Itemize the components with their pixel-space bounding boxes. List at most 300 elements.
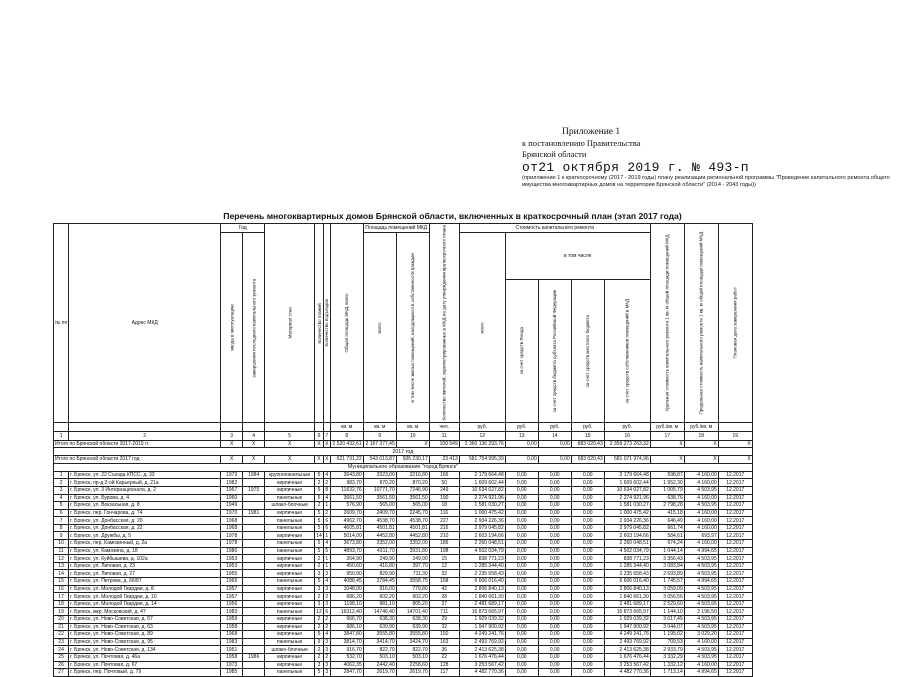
table-cell: 12.2017 [718,479,752,487]
table-cell: 2 235 658,43 [459,570,505,578]
table-cell [243,494,265,502]
total-cell: 581 071 974,96 [604,456,650,464]
table-cell: 2 [315,616,324,624]
table-cell: 0,00 [571,509,604,517]
table-cell: 2 [315,646,324,654]
total-cell: 23 413 [429,456,459,464]
table-cell: 584,61 [650,532,684,540]
table-cell: 0,00 [505,646,538,654]
table-cell: 1 676 476,44 [459,653,505,661]
table-cell: 9 [54,532,69,540]
table-cell: 1 144,10 [650,608,684,616]
table-cell: 42 [429,585,459,593]
table-cell [243,669,265,677]
table-cell: 12.2017 [718,524,752,532]
table-cell: 397,70 [396,562,429,570]
table-cell: г. Брянск, ул. Почтовая, д. 46а [69,653,221,661]
table-cell: 3561,50 [363,494,396,502]
table-cell: 2 [323,616,330,624]
table-cell: 916,00 [363,585,396,593]
table-cell: 1949 [221,502,243,510]
table-cell: 674,24 [650,540,684,548]
unit-cell: руб. [571,422,604,431]
table-cell: панельные [265,540,315,548]
table-row [54,578,753,586]
table-cell: 12.2017 [718,669,752,677]
table-row [54,532,753,540]
col-wall: Материал стен [265,224,315,423]
table-cell: 4 249 241,76 [459,631,505,639]
table-cell: 0,00 [505,532,538,540]
table-cell: 2 [323,653,330,661]
column-number: 5 [265,431,315,440]
table-cell: 1973 [221,661,243,669]
table-cell: кирпичные [265,570,315,578]
unit-cell: кв. м [363,422,396,431]
table-cell: 0,00 [538,585,571,593]
table-cell: 12.2017 [718,540,752,548]
table-cell: 2 933,79 [650,646,684,654]
table-cell: 1984 [243,471,265,479]
table-row [54,509,753,517]
total-cell: X [684,456,718,464]
table-cell [243,608,265,616]
table-cell [243,502,265,510]
table-cell: 416,80 [363,562,396,570]
table-cell: 2 235 658,43 [604,570,650,578]
table-cell: 1982 [221,479,243,487]
table-cell: 12.2017 [718,517,752,525]
table-cell: 12.2017 [718,471,752,479]
table-cell: 5 [315,494,324,502]
table-row [54,585,753,593]
table-cell: 11 [54,547,69,555]
table-cell: 0,00 [571,547,604,555]
table-cell: 822,70 [396,646,429,654]
table-cell: 5 [315,471,324,479]
table-cell: 3 056,56 [650,593,684,601]
table-cell: 12 [54,555,69,563]
table-row [54,631,753,639]
table-cell: 0,00 [505,494,538,502]
table-cell: 216 [429,524,459,532]
table-cell: 0,00 [505,593,538,601]
table-cell: 166 [429,471,459,479]
table-cell: 0,00 [505,600,538,608]
table-cell: 0,00 [538,669,571,677]
table-row [54,494,753,502]
table-cell [243,593,265,601]
unit-cell: чел. [429,422,459,431]
table-cell: 3 332,29 [650,653,684,661]
table-cell: 2 413 625,38 [459,646,505,654]
table-cell: 168 [429,578,459,586]
table-cell: 870,20 [396,479,429,487]
table-cell: г. Брянск, ул. Ново-Советская, д. 63 [69,623,221,631]
table-cell: 2 979 045,82 [459,524,505,532]
table-cell: 5 [315,486,324,494]
units-row [54,422,753,431]
table-cell: 0,00 [571,562,604,570]
table-cell: 0,00 [538,479,571,487]
table-cell: 565,00 [396,502,429,510]
table-cell: г. Брянск, ул. Ново-Советская, д. 95 [69,638,221,646]
table-cell: 2 [315,653,324,661]
table-cell: 3 [54,486,69,494]
table-cell: 0,00 [538,555,571,563]
col-floors: Количество этажей [315,224,324,423]
table-cell: 5 [315,509,324,517]
table-cell: 190 [429,494,459,502]
table-cell: 0,00 [505,631,538,639]
table-cell: 12.2017 [718,593,752,601]
table-cell: 1958 [221,653,243,661]
table-cell: 950,90 [330,570,363,578]
table-cell: кирпичные [265,593,315,601]
table-cell: 1 [323,532,330,540]
table-cell: 2258,60 [396,661,429,669]
col-regional: за счет средств бюджета субъекта Российской Федерации [538,280,571,422]
table-cell: 3 253 567,42 [459,661,505,669]
table-cell: 3555,80 [396,631,429,639]
table-cell: 2 979 045,82 [604,524,650,532]
table-cell: 12.2017 [718,486,752,494]
table-cell: 5 [315,547,324,555]
table-cell: 1983 [221,638,243,646]
table-cell: 18 [54,600,69,608]
table-cell [243,532,265,540]
col-unit-cost: Удельная стоимость капитального ремонта 1 кв. м общей площади помещений МКД [650,224,684,423]
year-row [54,448,753,456]
table-row [54,600,753,608]
table-cell: кирпичные [265,623,315,631]
table-cell: 12.2017 [718,600,752,608]
table-cell: 3424,70 [396,638,429,646]
col-area-all: всего [363,233,396,423]
table-cell: 1 713,14 [650,669,684,677]
col-deadline: Плановая дата завершения работ [718,224,752,423]
table-cell: 12.2017 [718,578,752,586]
table-cell: 3 059,09 [650,585,684,593]
table-cell: 1 000 475,42 [604,509,650,517]
table-cell: 12 [316,608,322,615]
table-cell: 4 160,00 [684,661,718,669]
total-cell: 581 754 995,39 [459,456,505,464]
table-cell: 693,97 [684,532,718,540]
total-cell: 2 360 136 293,76 [459,440,505,448]
column-number: 6 [315,431,324,440]
table-cell: 10 634 027,82 [459,486,505,494]
table-cell: панельные [265,524,315,532]
annex-line2: Брянской области [522,149,587,159]
table-cell: 0,00 [505,570,538,578]
table-cell [243,540,265,548]
table-cell: панельные [265,494,315,502]
table-cell: 4 994,65 [684,547,718,555]
table-cell: 6 [323,517,330,525]
table-row [54,661,753,669]
table-cell: 11632,76 [330,486,363,494]
col-fund: за счет средств Фонда [505,280,538,422]
total-cell: X [325,440,329,447]
table-cell: 0,00 [538,502,571,510]
table-cell: 10771,70 [363,486,396,494]
table-cell: 598,87 [650,471,684,479]
table-row [54,547,753,555]
table-cell: 1 929 039,32 [459,616,505,624]
table-row [54,471,753,479]
table-cell: 0,00 [538,532,571,540]
table-cell: 1978 [221,532,243,540]
table-cell: 1968 [221,631,243,639]
table-cell: 686,20 [330,593,363,601]
table-cell: 2 413 625,38 [604,646,650,654]
table-cell: 16 [54,585,69,593]
total-cell: X [718,440,752,448]
table-cell: 5 [315,517,324,525]
total-cell: X [650,440,684,448]
table-cell: 5 [315,669,324,677]
table-cell: г. Брянск, ул. Липовая, д. 27 [69,570,221,578]
table-cell: 1 [323,562,330,570]
table-cell: 0,00 [571,600,604,608]
table-cell: 1955 [221,570,243,578]
total-cell: X [221,440,243,448]
table-cell: 2 260 048,51 [459,540,505,548]
total-cell: 621 731,22 [330,456,363,464]
table-cell: 2619,70 [396,669,429,677]
table-cell: 0,00 [571,631,604,639]
table-cell: 1978 [221,540,243,548]
table-cell: 163 [429,638,459,646]
table-cell: 4 503,95 [684,653,718,661]
table-cell: 2 274 921,96 [604,494,650,502]
total-cell: 0,00 [538,440,571,448]
table-cell: 3352,00 [363,540,396,548]
table-cell: 838 771,23 [459,555,505,563]
table-cell: 1968 [221,517,243,525]
table-cell: 1985 [221,669,243,677]
table-cell: 2 196,50 [684,608,718,616]
table-cell: 1 332,12 [650,661,684,669]
table-cell: 1957 [221,593,243,601]
table-cell: 29 [429,616,459,624]
table-cell: кирпичные [265,532,315,540]
table-cell: 829,90 [363,570,396,578]
table-cell: 198 [429,547,459,555]
table-cell: г. Брянск, ул. Липовая, д. 23 [69,562,221,570]
table-cell: 0,00 [538,661,571,669]
table-cell: 0,00 [505,502,538,510]
table-cell: 3847,80 [330,631,363,639]
table-cell: 711,30 [396,570,429,578]
table-cell: 4062,35 [330,661,363,669]
table-cell: 3 [315,570,324,578]
document-title: Перечень многоквартирных домов Брянской области, включенных в краткосрочный план (этап 2017 года) [223,211,682,221]
col-residents: Количество жителей, зарегистрированных в МКД на дату утверждения краткосрочного плана [429,224,459,423]
table-cell: 12.2017 [718,631,752,639]
total-cell: X [243,456,265,464]
table-cell: 0,00 [505,623,538,631]
table-cell: 249 [429,486,459,494]
table-cell: 0,00 [538,471,571,479]
table-cell: 602,20 [396,593,429,601]
table-cell: 2 [323,509,330,517]
table-row [54,479,753,487]
table-cell: 0,00 [571,479,604,487]
table-cell: 2 934 226,36 [459,517,505,525]
table-cell: 12.2017 [718,661,752,669]
table-cell: 415,18 [650,509,684,517]
table-cell [243,631,265,639]
table-cell: 4 994,65 [684,578,718,586]
table-cell: г. Брянск, ул. Молодой Гвардии, д. 8 [69,585,221,593]
table-cell: 2619,70 [363,669,396,677]
table-cell: 27 [54,669,69,677]
table-cell: 0,00 [571,623,604,631]
table-cell: 4 [323,578,330,586]
table-cell: 4 503,95 [684,593,718,601]
table-cell: 4 503,95 [684,502,718,510]
table-cell: 0,00 [571,502,604,510]
table-cell: 0,00 [505,517,538,525]
table-cell: 6 606 016,40 [604,578,650,586]
table-cell: 4 503,95 [684,555,718,563]
table-cell: 639,90 [396,623,429,631]
table-row [54,669,753,677]
table-cell [243,562,265,570]
table-cell: кирпичные [265,555,315,563]
column-number-row [54,431,753,440]
table-cell: 3931,80 [396,547,429,555]
table-cell: 1 [323,502,330,510]
table-cell: 1959 [221,616,243,624]
table-cell: панельные [265,547,315,555]
unit-cell: руб./кв. м [650,422,684,431]
table-cell: 4893,70 [330,547,363,555]
table-cell: 2 [323,593,330,601]
table-cell: 4962,70 [330,517,363,525]
table-cell: 2847,70 [330,669,363,677]
table-cell: г. Брянск, ул. Петрова, д. 66/87 [69,578,221,586]
table-cell: 1981 [243,509,265,517]
table-cell: г. Брянск, ул. Донбасская, д. 22 [69,524,221,532]
table-cell: 686,10 [330,623,363,631]
table-cell: 2409,70 [363,509,396,517]
annex-line1: к постановлению Правительства [522,138,641,148]
table-cell: 3323,00 [363,471,396,479]
table-cell: 1 285 344,40 [604,562,650,570]
table-cell: 4 503,95 [684,562,718,570]
table-cell: 12.2017 [718,608,752,616]
table-cell: 0,00 [571,653,604,661]
unit-cell: кв. м [396,422,429,431]
table-cell: 3 356,43 [650,555,684,563]
table-cell: 32 [429,623,459,631]
table-cell: 20 [54,616,69,624]
table-cell: 10 634 027,82 [604,486,650,494]
table-cell [243,517,265,525]
table-cell: 661,74 [650,524,684,532]
table-cell: 2 274 921,96 [459,494,505,502]
total-cell: X [396,440,429,448]
table-cell: 0,00 [538,638,571,646]
table-cell: 10 [54,540,69,548]
total-cell: 2 167 377,45 [363,440,396,448]
table-cell: 12.2017 [718,509,752,517]
table-cell: 4 160,00 [684,540,718,548]
table-cell [243,638,265,646]
table-cell: 3 [323,661,330,669]
col-max-cost: Предельная стоимость капитального ремонта 1 кв. м общей площади помещений МКД [684,224,718,423]
column-number: 12 [459,431,505,440]
table-cell: 4 [54,494,69,502]
table-cell: г. Брянск, ул. Донбасская, д. 20 [69,517,221,525]
table-cell: 5 [315,540,324,548]
table-cell: 12.2017 [718,562,752,570]
table-cell: 0,00 [538,646,571,654]
unit-cell: руб. [459,422,505,431]
table-cell: г. Брянск, пер. Гончарова, д. 74 [69,509,221,517]
table-cell: кирпичные [265,585,315,593]
table-cell: г. Брянск, пер. Камозинный, д. 2а [69,540,221,548]
table-cell: 128 [429,661,459,669]
table-cell: г. Брянск, ул. 3 Интернационала, д. 2 [69,486,221,494]
total-cell: 505 230,17 [396,456,429,464]
table-cell: г. Брянск, ул. Вокзальная, д. 8 [69,502,221,510]
table-cell: 2 [315,562,324,570]
table-cell: г. Брянск, мкр. Московский, д. 47 [69,608,221,616]
table-cell: 916,70 [330,646,363,654]
table-cell: 14746,40 [363,608,396,616]
table-cell: 5 [315,578,324,586]
table-cell: 0,00 [571,578,604,586]
table-cell: 1973 [221,471,243,479]
table-cell: 0,00 [538,616,571,624]
table-cell: 1 952,30 [650,479,684,487]
table-row [54,486,753,494]
table-cell: 0,00 [571,638,604,646]
table-row [54,616,753,624]
table-cell: 12.2017 [718,547,752,555]
col-area-living: в том числе жилых помещений, находящихся в собственности граждан [396,233,429,423]
table-cell: 2 493 769,92 [459,638,505,646]
col-entrances: Количество подъездов [323,224,330,423]
total-cell: X [650,456,684,464]
table-cell: г. Брянск, ул. Молодой Гвардии, д. 14 [69,600,221,608]
table-row [54,540,753,548]
column-number: 17 [650,431,684,440]
column-number: 15 [571,431,604,440]
table-cell: 0,00 [571,517,604,525]
table-cell: 0,00 [538,570,571,578]
table-cell: 117 [429,669,459,677]
table-cell: 3414,70 [363,638,396,646]
table-cell: 1 581 030,27 [459,502,505,510]
table-cell: 0,00 [538,562,571,570]
table-cell: кирпичные [265,479,315,487]
table-cell: 822,70 [363,646,396,654]
table-cell: 2 [323,623,330,631]
table-cell: 0,00 [505,471,538,479]
table-cell: 4 482 770,36 [604,669,650,677]
table-cell: 4 160,00 [684,509,718,517]
table-cell: 18 [429,502,459,510]
table-cell: г. Брянск, ул. Куйбышева, д. 102а [69,555,221,563]
table-cell: 14701,40 [396,608,429,616]
table-cell: 602,20 [363,593,396,601]
col-owners: за счет средств собственников помещений в МКД [604,280,650,422]
